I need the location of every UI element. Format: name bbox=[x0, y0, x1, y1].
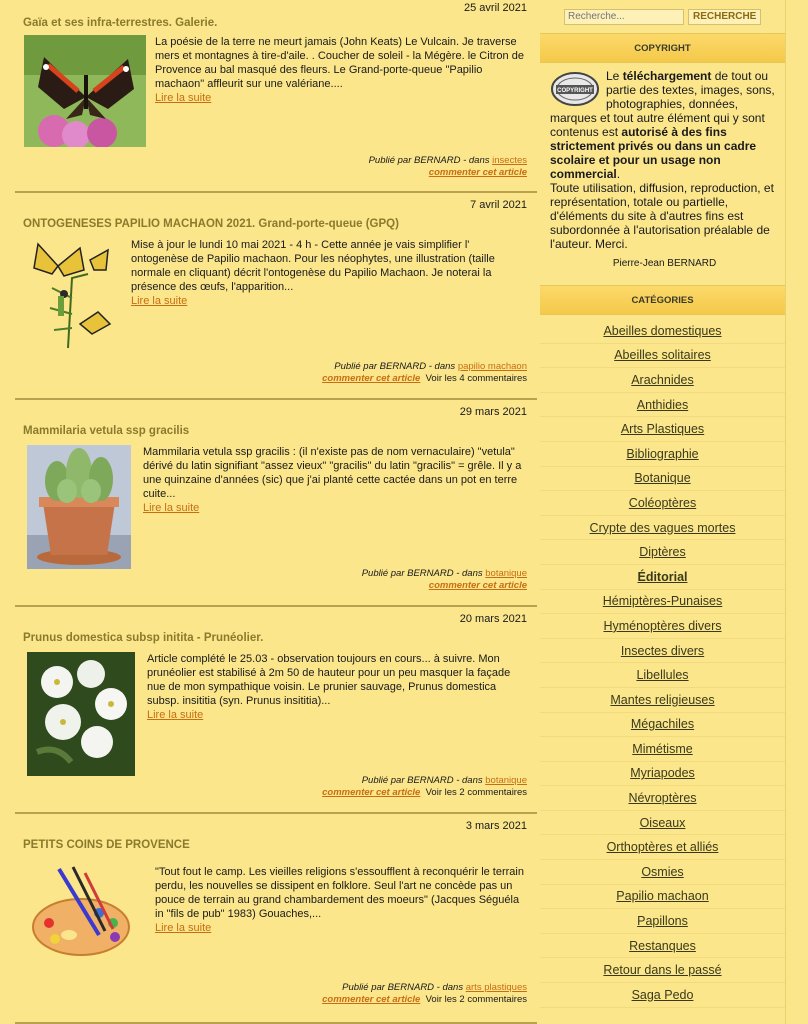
article-card bbox=[15, 607, 537, 814]
article-date: 29 mars 2021 bbox=[459, 406, 527, 418]
butterfly-drawing-thumbnail[interactable] bbox=[23, 238, 123, 350]
read-more-link[interactable]: Lire la suite bbox=[155, 922, 212, 934]
copyright-bold: téléchargement bbox=[622, 69, 712, 83]
category-link[interactable]: Restanques bbox=[629, 938, 696, 953]
article-footer bbox=[369, 155, 527, 179]
category-link[interactable]: arts plastiques bbox=[465, 982, 527, 993]
category-item bbox=[540, 344, 785, 369]
article-title[interactable]: Gaïa et ses infra-terrestres. Galerie. bbox=[23, 17, 218, 29]
category-link[interactable]: Libellules bbox=[636, 668, 689, 683]
article-title[interactable]: Mammilaria vetula ssp gracilis bbox=[23, 425, 190, 437]
comment-link[interactable]: commenter cet article bbox=[428, 580, 527, 591]
category-link[interactable]: Saga Pedo bbox=[631, 987, 694, 1002]
published-by: Publié par BERNARD - dans bbox=[334, 361, 458, 372]
category-link[interactable]: Bibliographie bbox=[626, 446, 699, 461]
category-link[interactable]: Osmies bbox=[641, 864, 684, 879]
category-link[interactable]: Abeilles solitaires bbox=[614, 348, 711, 363]
category-link[interactable]: Orthoptères et alliés bbox=[606, 840, 719, 855]
comments-count-link[interactable]: Voir les 4 commentaires bbox=[425, 373, 527, 384]
category-item bbox=[540, 565, 785, 590]
category-item bbox=[540, 762, 785, 787]
category-item bbox=[540, 516, 785, 541]
category-item bbox=[540, 442, 785, 467]
paint-palette-thumbnail[interactable] bbox=[23, 865, 147, 965]
copyright-bold: autorisé à des fins strictement privés ou dans un cadre scolaire et pour un usage non commercial bbox=[550, 125, 757, 181]
categories-header: CATÉGORIES bbox=[540, 285, 785, 315]
search-input[interactable] bbox=[564, 9, 684, 25]
category-item bbox=[540, 663, 785, 688]
article-excerpt: "Tout fout le camp. Les vieilles religions s'essoufflent à reconquérir le terrain perdu, les nouvelles se dissipent en folklore. Seul l'art ne concède pas un pouce de terrain au grand chambardement des moeurs" (Jacques Séguéla in "fils de pub" 1983) Gouaches,... bbox=[155, 866, 524, 920]
category-link[interactable]: Mégachiles bbox=[630, 717, 695, 732]
article-card bbox=[15, 193, 537, 400]
article-date: 7 avril 2021 bbox=[470, 199, 527, 211]
comments-count-link[interactable]: Voir les 2 commentaires bbox=[425, 787, 527, 798]
article-excerpt: Article complété le 25.03 - observation toujours en cours... à suivre. Mon prunéolier est stabilisé à 2m 50 de hauteur pour un peu masquer la façade nue de mon sympathique voisin. Le prunier sauvage, Prunus domestica subsp. insititia (syn. Prunus insititia)... bbox=[147, 653, 511, 707]
articles-column bbox=[15, 0, 537, 1024]
copyright-header: COPYRIGHT bbox=[540, 33, 785, 63]
category-link[interactable]: Botanique bbox=[634, 471, 691, 486]
article-excerpt: La poésie de la terre ne meurt jamais (John Keats) Le Vulcain. Je traverse mers et montagnes à tire-d'aile. . Coucher de soleil - la Mégère. le Citron de Provence au bal masqué des fleurs. Le Grand-porte-queue "Papilio machaon" affleurit sur une valériane.... bbox=[155, 36, 524, 90]
read-more-link[interactable]: Lire la suite bbox=[131, 295, 188, 307]
category-link[interactable]: Insectes divers bbox=[620, 643, 705, 658]
category-item bbox=[540, 860, 785, 885]
category-item bbox=[540, 983, 785, 1008]
copyright-signature: Pierre-Jean BERNARD bbox=[612, 258, 717, 269]
copyright-text: Le bbox=[606, 69, 623, 83]
copyright-stamp-icon bbox=[550, 71, 600, 107]
search-button[interactable]: RECHERCHE bbox=[688, 9, 761, 25]
category-link[interactable]: Mantes religieuses bbox=[610, 692, 715, 707]
category-link[interactable]: Papillons bbox=[637, 914, 688, 929]
category-link[interactable]: botanique bbox=[485, 775, 527, 786]
butterfly-thumbnail[interactable] bbox=[23, 35, 147, 147]
article-title[interactable]: ONTOGENESES PAPILIO MACHAON 2021. Grand-porte-queue (GPQ) bbox=[23, 218, 399, 230]
article-title[interactable]: Prunus domestica subsp initita - Prunéolier. bbox=[23, 632, 264, 644]
article-excerpt: Mise à jour le lundi 10 mai 2021 - 4 h - Cette année je vais simplifier l' ontogenèse de Papilio machaon. Pour les néophytes, une illustration (taille normale en cliquant) décrit l'ontogenèse du Papilio Machaon. Je noterai la présence des œufs, l'apparition... bbox=[131, 239, 495, 293]
category-item bbox=[540, 590, 785, 615]
category-link[interactable]: Arachnides bbox=[631, 372, 694, 387]
published-by: Publié par BERNARD - dans bbox=[342, 982, 466, 993]
article-date: 20 mars 2021 bbox=[459, 613, 527, 625]
category-item bbox=[540, 909, 785, 934]
category-link[interactable]: insectes bbox=[492, 155, 527, 166]
category-item bbox=[540, 614, 785, 639]
article-footer bbox=[362, 568, 527, 592]
category-link[interactable]: Myriapodes bbox=[630, 766, 695, 781]
article-footer bbox=[322, 982, 527, 1006]
category-item bbox=[540, 835, 785, 860]
category-link[interactable]: Hyménoptères divers bbox=[603, 618, 722, 633]
sidebar bbox=[540, 0, 785, 1024]
copyright-text: Toute utilisation, diffusion, reproduction, et représentation, totale ou partielle, d'éléments du site à d'autres fins est subordonnée à l'autorisation préalable de l'auteur. Merci. bbox=[550, 181, 774, 251]
read-more-link[interactable]: Lire la suite bbox=[155, 92, 212, 104]
category-link[interactable]: Anthidies bbox=[636, 397, 689, 412]
category-item bbox=[540, 393, 785, 418]
published-by: Publié par BERNARD - dans bbox=[361, 568, 486, 579]
category-link[interactable]: Crypte des vagues mortes bbox=[589, 520, 736, 535]
category-item bbox=[540, 639, 785, 664]
category-item bbox=[540, 467, 785, 492]
category-link[interactable]: Hémiptères-Punaises bbox=[602, 594, 723, 609]
category-item bbox=[540, 491, 785, 516]
category-item bbox=[540, 540, 785, 565]
categories-list bbox=[540, 315, 785, 1008]
category-item bbox=[540, 958, 785, 983]
read-more-link[interactable]: Lire la suite bbox=[147, 709, 204, 721]
category-item bbox=[540, 713, 785, 738]
stamp-text: COPYRIGHT bbox=[557, 88, 593, 94]
article-footer bbox=[322, 361, 527, 385]
copyright-text: . bbox=[616, 167, 621, 181]
article-card bbox=[15, 400, 537, 607]
published-by: Publié par BERNARD - dans bbox=[368, 155, 493, 166]
search-bar bbox=[540, 0, 785, 33]
comment-link[interactable]: commenter cet article bbox=[322, 787, 421, 798]
comment-link[interactable]: commenter cet article bbox=[322, 994, 421, 1005]
copyright-notice bbox=[540, 63, 785, 279]
category-link[interactable]: Coléoptères bbox=[628, 495, 697, 510]
plum-blossom-thumbnail[interactable] bbox=[23, 652, 139, 776]
category-link[interactable]: Arts Plastiques bbox=[620, 422, 705, 437]
category-link[interactable]: Oiseaux bbox=[639, 815, 686, 830]
copyright-text: de tout ou partie des textes, images, sons, photographies, données, marques et tout autre élément qui y sont contenus est bbox=[550, 69, 775, 139]
category-item bbox=[540, 417, 785, 442]
published-by: Publié par BERNARD - dans bbox=[361, 775, 486, 786]
comments-count-link[interactable]: Voir les 2 commentaires bbox=[425, 994, 527, 1005]
category-link[interactable]: Mimétisme bbox=[632, 741, 693, 756]
article-excerpt: Mammilaria vetula ssp gracilis : (il n'existe pas de nom vernaculaire) "vetula" dérivé du latin signifiant "assez vieux" "gracilis" du latin "gracilis" = grêle. Il y a une quinzaine d'années (sic) que j'ai planté cette cactée dans un pot en terre cuite... bbox=[143, 446, 522, 500]
article-footer bbox=[322, 775, 527, 799]
article-date: 3 mars 2021 bbox=[465, 820, 527, 832]
category-item bbox=[540, 934, 785, 959]
right-margin bbox=[785, 0, 808, 1024]
category-item bbox=[540, 885, 785, 910]
article-date: 25 avril 2021 bbox=[464, 2, 527, 14]
category-item bbox=[540, 368, 785, 393]
category-link[interactable]: Abeilles domestiques bbox=[603, 323, 722, 338]
category-item bbox=[540, 737, 785, 762]
comment-link[interactable]: commenter cet article bbox=[428, 167, 527, 178]
category-link[interactable]: Diptères bbox=[639, 545, 686, 560]
article-title[interactable]: PETITS COINS DE PROVENCE bbox=[23, 839, 190, 851]
category-item bbox=[540, 786, 785, 811]
read-more-link[interactable]: Lire la suite bbox=[143, 502, 200, 514]
category-link[interactable]: botanique bbox=[485, 568, 527, 579]
comment-link[interactable]: commenter cet article bbox=[322, 373, 421, 384]
category-item bbox=[540, 811, 785, 836]
category-link[interactable]: papilio machaon bbox=[457, 361, 527, 372]
category-item bbox=[540, 688, 785, 713]
category-item bbox=[540, 319, 785, 344]
category-link[interactable]: Névroptères bbox=[628, 791, 697, 806]
category-link[interactable]: Papilio machaon bbox=[616, 889, 709, 904]
article-card bbox=[15, 814, 537, 1024]
cactus-pot-thumbnail[interactable] bbox=[23, 445, 135, 569]
category-link[interactable]: Éditorial bbox=[637, 569, 688, 584]
category-link[interactable]: Retour dans le passé bbox=[603, 963, 722, 978]
article-card bbox=[15, 0, 537, 193]
